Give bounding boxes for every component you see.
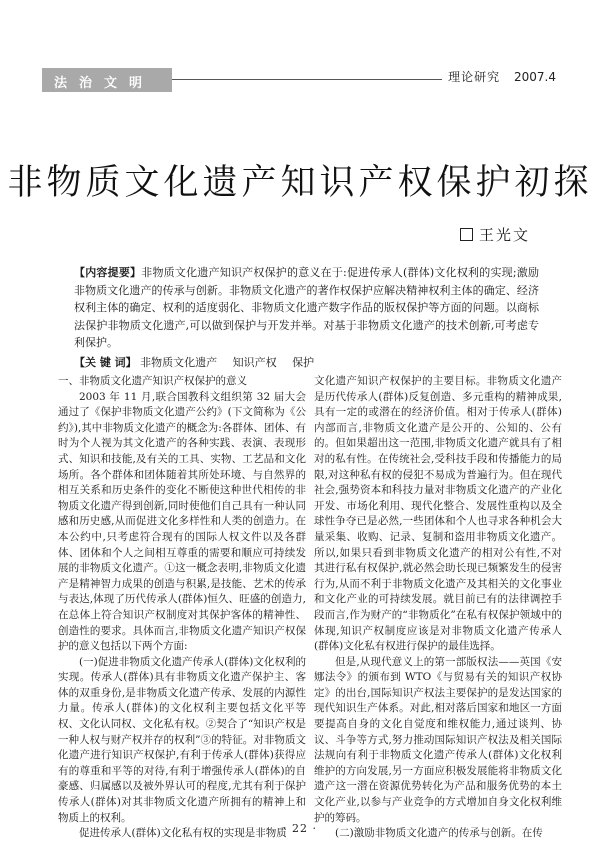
keywords bbox=[74, 354, 539, 372]
abstract-text: 非物质文化遗产知识产权保护的意义在于:促进传承人(群体)文化权利的实现;激励非物质文化遗产的传承与创新。非物质文化遗产的著作权保护应解决精神权利主体的确定、经济权利主体的确定、权利的适度弱化、非物质文化遗产数字作品的版权保护等方面的问题。以商标法保护非物质文化遗产,可以做到保护与开发并举。对基于非物质文化遗产的技术创新,可考虑专利保护。 bbox=[74, 266, 540, 349]
abstract-label: 【内容提要】 bbox=[74, 266, 142, 279]
journal-info bbox=[448, 68, 556, 85]
paragraph: 2003 年 11 月,联合国教科文组织第 32 届大会通过了《保护非物质文化遗产公约》(下文简称为《公约》),其中非物质文化遗产的概念为:各群体、团体、有时为个人视为其文化遗产的各种实践、表演、表现形式、知识和技能,及有关的工具、实物、工艺品和文化场所。各个群体和团体随着其所处环境、与自然界的相互关系和历史条件的变化不断使这种世代相传的非物质文化遗产得到创新,同时使他们自己具有一种认同感和历史感,从而促进文化多样性和人类的创造力。在本公约中,只考虑符合现有的国际人权文件以及各群体、团体和个人之间相互尊重的需要和顺应可持续发展的非物质文化遗产。①这一概念表明,非物质文化遗产是精神智力成果的创造与积累,是技能、艺术的传承与表达,体现了历代传承人(群体)恒久、旺盛的创造力,在总体上符合知识产权制度对其保护客体的精神性、创造性的要求。具体而言,非物质文化遗产知识产权保护的意义包括以下两个方面: bbox=[58, 390, 306, 653]
journal-issue: 2007.4 bbox=[514, 70, 556, 84]
paragraph: 促进传承人(群体)文化私有权的实现是非物质 bbox=[79, 827, 287, 840]
abstract bbox=[74, 264, 539, 371]
paragraph: (二)激励非物质文化遗产的传承与创新。在传 bbox=[335, 827, 543, 840]
paragraph: 但是,从现代意义上的第一部版权法——英国《安娜法令》的颁布到 WTO《与贸易有关的知识产权协定》的出台,国际知识产权法主要保护的是发达国家的现代知识生产体系。对此,相对落后国家和地区一方面要提高自身的文化自觉度和维权能力,通过谈判、协议、斗争等方式,努力推动国际知识产权法及相关国际法规向有利于非物质文化遗产传承人(群体)文化权利维护的方向发展,另一方面应积极发展能将非物质文化遗产这一潜在资源优势转化为产品和服务优势的本土文化产业,以参与产业竞争的方式增加自身文化权利维护的筹码。 bbox=[314, 655, 562, 824]
paragraph: 文化遗产知识产权保护的主要目标。非物质文化遗产是历代传承人(群体)反复创造、多元重构的精神成果,具有一定的或潜在的经济价值。相对于传承人(群体)内部而言,非物质文化遗产是公开的、公知的、公有的。但如果超出这一范围,非物质文化遗产就具有了相对的私有性。在传统社会,受科技手段和传播能力的局限,对这种私有权的侵犯不易成为普遍行为。但在现代社会,强势资本和科技力量对非物质文化遗产的产业化开发、市场化利用、现代化整合、发展性重构以及全球性争夺已是必然,一些团体和个人也寻求各种机会大量采集、收购、记录、复制和盗用非物质文化遗产。所以,如果只看到非物质文化遗产的相对公有性,不对其进行私有权保护,就必然会助长现已频繁发生的侵害行为,从而不利于非物质文化遗产及其相关的文化事业和文化产业的可持续发展。就目前已有的法律调控手段而言,作为财产的“非物质化”在私有权保护领域中的体现,知识产权制度应该是对非物质文化遗产传承人(群体)文化私有权进行保护的最佳选择。 bbox=[314, 375, 562, 653]
author-line bbox=[460, 224, 530, 245]
keyword: 非物质文化遗产 bbox=[140, 355, 218, 369]
section-heading: 一、非物质文化遗产知识产权保护的意义 bbox=[58, 375, 247, 387]
body-column-right bbox=[314, 374, 562, 840]
keyword: 知识产权 bbox=[232, 355, 277, 369]
abstract-body bbox=[74, 264, 539, 352]
article-title: 非物质文化遗产知识产权保护初探 bbox=[7, 163, 593, 203]
section-label-text: 法治文明 bbox=[54, 76, 155, 91]
journal-name: 理论研究 bbox=[448, 70, 501, 84]
header-rule bbox=[172, 79, 442, 80]
paragraph: (一)促进非物质文化遗产传承人(群体)文化权利的实现。传承人(群体)具有非物质文化遗产保护主、客体的双重身份,是非物质文化遗产传承、发展的内源性力量。传承人(群体)的文化权利主要包括文化平等权、文化认同权、文化私有权。②契合了“知识产权是一种人权与财产权并存的权利”③的特征。对非物质文化遗产进行知识产权保护,有利于传承人(群体)获得应有的尊重和平等的对待,有利于增强传承人(群体)的自豪感、归属感以及被外界认可的程度,尤其有利于保护传承人(群体)对其非物质文化遗产所拥有的精神上和物质上的权利。 bbox=[58, 655, 306, 824]
author-name: 王光文 bbox=[478, 226, 530, 244]
section-label bbox=[42, 68, 172, 92]
page-number: · 22 · bbox=[283, 822, 317, 835]
keywords-label: 【关 键 词】 bbox=[74, 355, 137, 369]
keyword: 保护 bbox=[292, 355, 315, 369]
square-icon bbox=[460, 228, 473, 241]
